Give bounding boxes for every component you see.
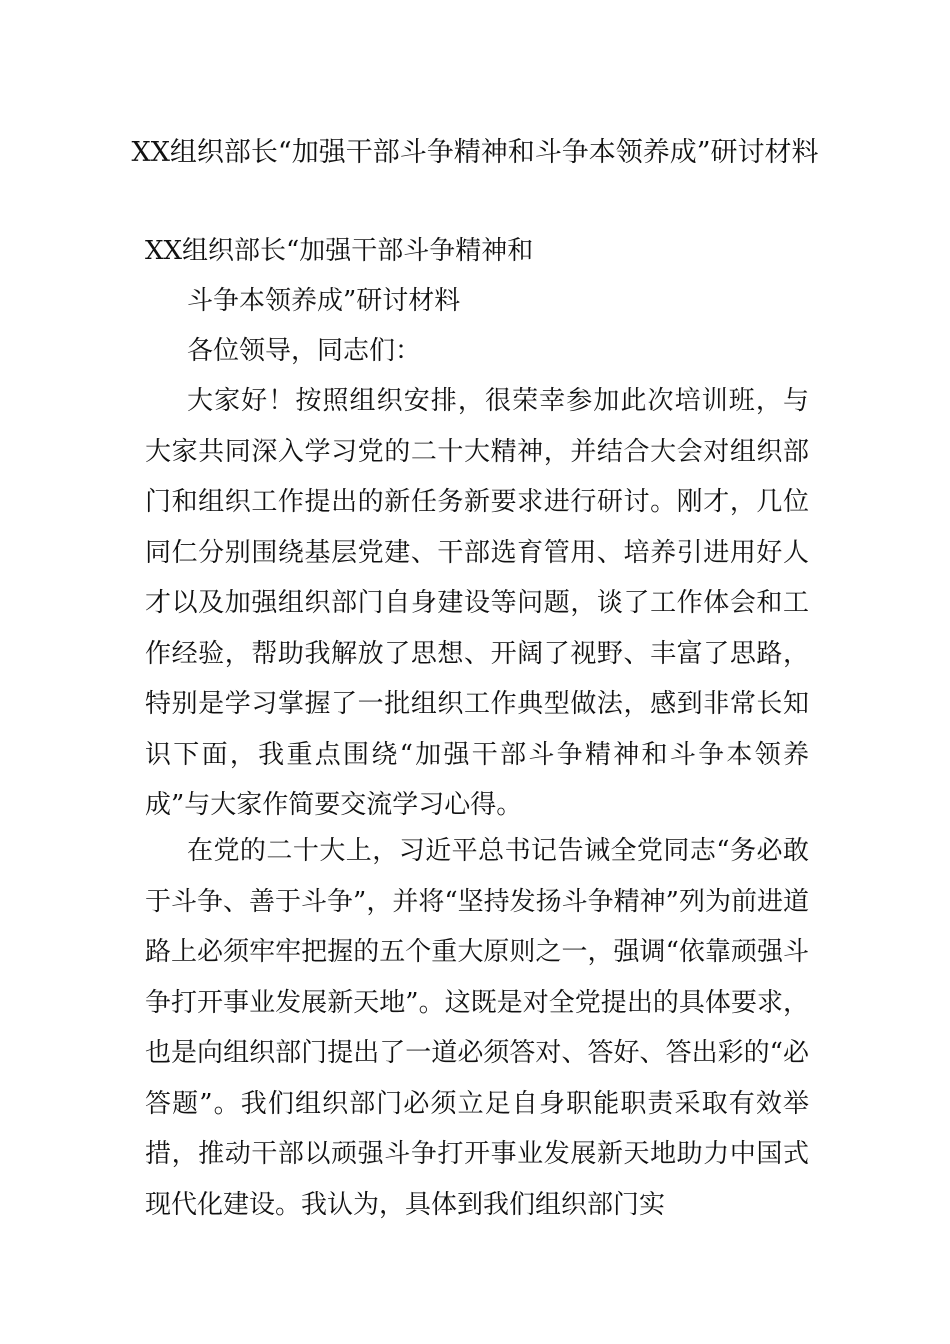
document-title: XX组织部长“加强干部斗争精神和斗争本领养成”研讨材料 [131,137,819,168]
subtitle-line-2: 斗争本领养成”研讨材料 [187,286,461,316]
subtitle-line-1: XX组织部长“加强干部斗争精神和 [145,236,534,266]
paragraph-2: 在党的二十大上，习近平总书记告诫全党同志“务必敢于斗争、善于斗争”，并将“坚持发扬斗争精神”列为前进道路上必须牢牢把握的五个重大原则之一，强调“依靠顽强斗争打开事业发展新天地”。这既是对全党提出的具体要求，也是向组织部门提出了一道必须答对、答好、答出彩的“必答题”。我们组织部门必须立足自身职能职责采取有效举措，推动干部以顽强斗争打开事业发展新天地助力中国式现代化建设。我认为，具体到我们组织部门实 [145,836,809,1220]
paragraph-1: 大家好！按照组织安排，很荣幸参加此次培训班，与大家共同深入学习党的二十大精神，并结合大会对组织部门和组织工作提出的新任务新要求进行研讨。刚才，几位同仁分别围绕基层党建、干部选育管用、培养引进用好人才以及加强组织部门自身建设等问题，谈了工作体会和工作经验，帮助我解放了思想、开阔了视野、丰富了思路，特别是学习掌握了一批组织工作典型做法，感到非常长知识下面，我重点围绕“加强干部斗争精神和斗争本领养成”与大家作简要交流学习心得。 [145,386,809,820]
greeting: 各位领导，同志们： [187,336,422,366]
